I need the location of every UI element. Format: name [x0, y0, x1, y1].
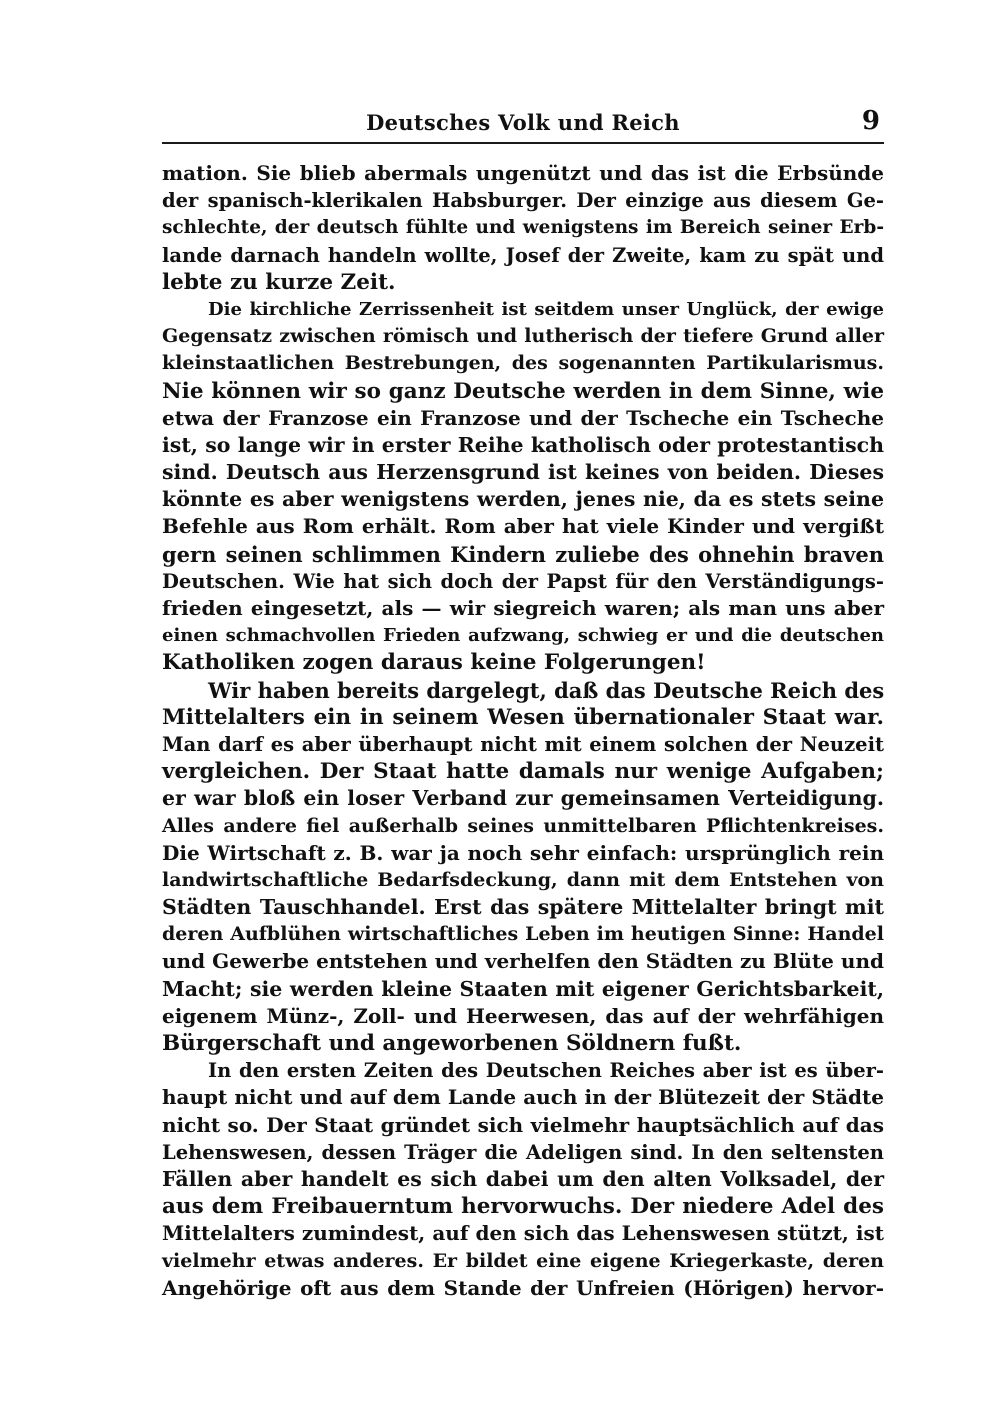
- text-line: Wir haben bereits dargelegt, daß das Deutsche Reich des: [208, 677, 885, 703]
- text-line: deren Aufblühen wirtschaftliches Leben im heutigen Sinne: Handel: [162, 923, 884, 946]
- text-line: Deutschen. Wie hat sich doch der Papst für den Verständigungs-: [162, 569, 884, 593]
- page-number: 9: [861, 106, 880, 136]
- text-line: der spanisch-klerikalen Habsburger. Der einzige aus diesem Ge-: [162, 189, 884, 213]
- text-line: eigenem Münz-, Zoll- und Heerwesen, das auf der wehrfähigen: [162, 1003, 884, 1028]
- text-line: gern seinen schlimmen Kindern zuliebe des ohnehin braven: [162, 541, 884, 567]
- text-line: In den ersten Zeiten des Deutschen Reiches aber ist es über-: [208, 1059, 884, 1083]
- text-line: Mittelalters zumindest, auf den sich das Lehenswesen stützt, ist: [162, 1221, 884, 1246]
- text-line: haupt nicht und auf dem Lande auch in der Blütezeit der Städte: [162, 1085, 884, 1110]
- text-line: Katholiken zogen daraus keine Folgerungen!: [162, 650, 706, 676]
- text-line: schlechte, der deutsch fühlte und wenigstens im Bereich seiner Erb-: [162, 217, 884, 239]
- text-line: Lehenswesen, dessen Träger die Adeligen sind. In den seltensten: [162, 1140, 884, 1164]
- text-line: landwirtschaftliche Bedarfsdeckung, dann mit dem Entstehen von: [162, 868, 884, 891]
- text-line: lande darnach handeln wollte, Josef der Zweite, kam zu spät und: [162, 243, 884, 267]
- text-line: ist, so lange wir in erster Reihe katholisch oder protestantisch: [162, 432, 884, 457]
- text-line: könnte es aber wenigstens werden, jenes nie, da es stets seine: [162, 487, 884, 512]
- text-line: Die Wirtschaft z. B. war ja noch sehr einfach: ursprünglich rein: [162, 840, 884, 865]
- text-line: mation. Sie blieb abermals ungenützt und das ist die Erbsünde: [162, 161, 884, 185]
- text-line: vielmehr etwas anderes. Er bildet eine eigene Kriegerkaste, deren: [162, 1249, 884, 1272]
- text-line: etwa der Franzose ein Franzose und der Tscheche ein Tscheche: [162, 405, 884, 430]
- text-line: aus dem Freibauerntum hervorwuchs. Der niedere Adel des: [162, 1194, 884, 1220]
- text-line: Bürgerschaft und angeworbenen Söldnern fußt.: [162, 1031, 742, 1056]
- text-line: Macht; sie werden kleine Staaten mit eigener Gerichtsbarkeit,: [162, 976, 884, 1001]
- text-line: nicht so. Der Staat gründet sich vielmehr hauptsächlich auf das: [162, 1112, 884, 1137]
- text-line: kleinstaatlichen Bestrebungen, des sogenannten Partikularismus.: [162, 352, 884, 375]
- text-line: Die kirchliche Zerrissenheit ist seitdem unser Unglück, der ewige: [208, 298, 884, 320]
- text-line: frieden eingesetzt, als — wir siegreich waren; als man uns aber: [162, 596, 884, 620]
- text-line: vergleichen. Der Staat hatte damals nur wenige Aufgaben;: [162, 759, 884, 785]
- text-line: er war bloß ein loser Verband zur gemeinsamen Verteidigung.: [162, 786, 884, 811]
- text-line: Städten Tauschhandel. Erst das spätere Mittelalter bringt mit: [162, 895, 884, 920]
- body-text: [162, 160, 884, 1302]
- text-line: Angehörige oft aus dem Stande der Unfreien (Hörigen) hervor-: [162, 1275, 884, 1300]
- text-line: Alles andere fiel außerhalb seines unmittelbaren Pflichtenkreises.: [162, 814, 884, 837]
- text-line: und Gewerbe entstehen und verhelfen den Städten zu Blüte und: [162, 949, 884, 974]
- text-line: lebte zu kurze Zeit.: [162, 269, 396, 295]
- text-line: Gegensatz zwischen römisch und lutherisch der tiefere Grund aller: [162, 325, 884, 348]
- text-line: Nie können wir so ganz Deutsche werden in dem Sinne, wie: [162, 378, 884, 404]
- running-head: [162, 108, 884, 144]
- text-line: Fällen aber handelt es sich dabei um den alten Volksadel, der: [162, 1166, 884, 1191]
- text-line: einen schmachvollen Frieden aufzwang, schwieg er und die deutschen: [162, 625, 884, 647]
- text-line: Befehle aus Rom erhält. Rom aber hat viele Kinder und vergißt: [162, 514, 884, 539]
- text-line: Man darf es aber überhaupt nicht mit einem solchen der Neuzeit: [162, 732, 884, 756]
- text-line: sind. Deutsch aus Herzensgrund ist keines von beiden. Dieses: [162, 460, 884, 485]
- running-title: Deutsches Volk und Reich: [366, 110, 680, 135]
- text-line: Mittelalters ein in seinem Wesen übernationaler Staat war.: [162, 704, 884, 730]
